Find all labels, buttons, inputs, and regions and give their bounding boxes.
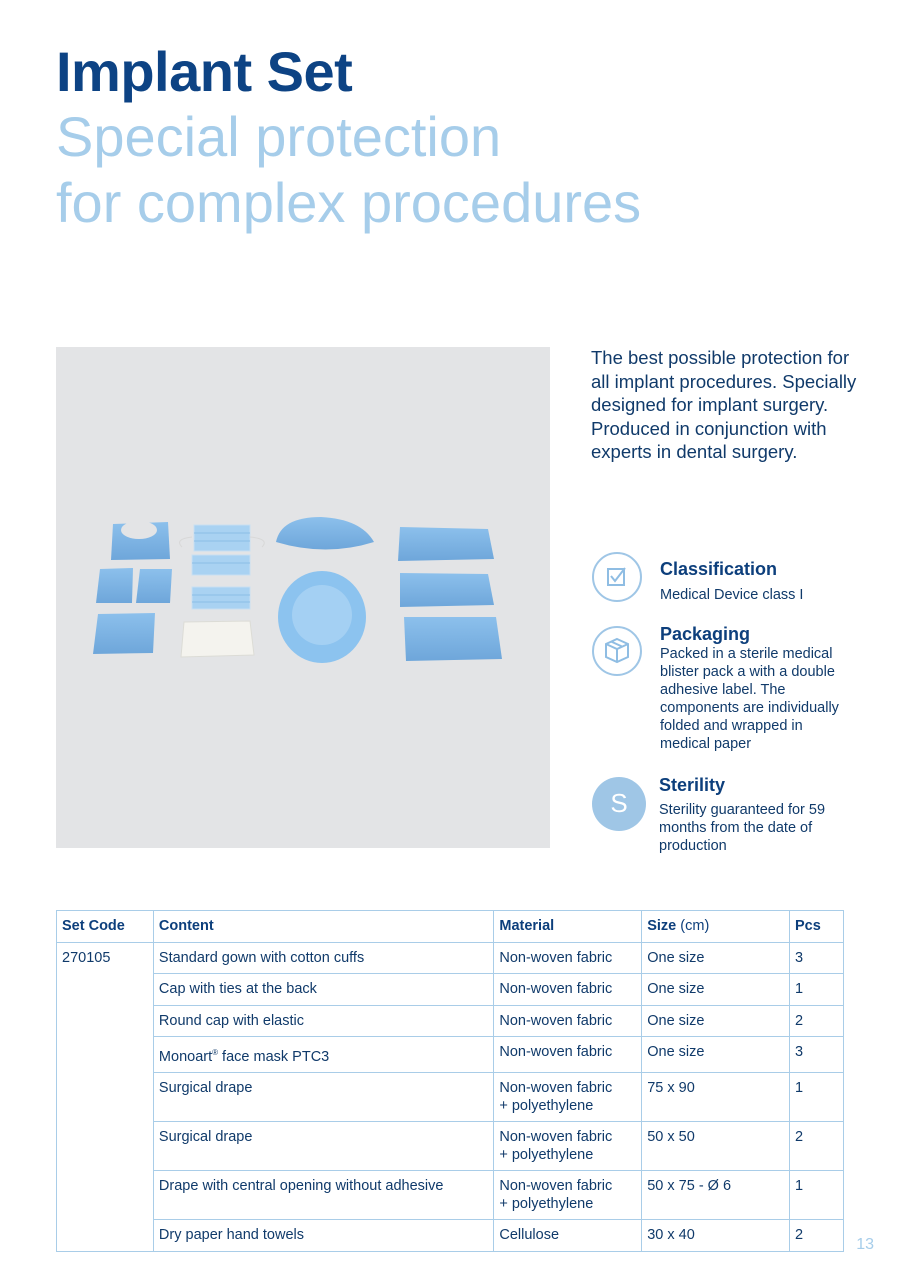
material-cell: Non-woven fabric	[494, 1037, 642, 1073]
table-row	[57, 1220, 844, 1252]
content-cell: Standard gown with cotton cuffs	[153, 942, 493, 974]
packaging-text: Packed in a sterile medical blister pack a with a double adhesive label. The components are individually folded and wrapped in medical paper	[660, 646, 839, 752]
product-photo	[56, 347, 550, 848]
subtitle-line-1: Special protection	[56, 105, 502, 168]
feature-sterility	[592, 777, 862, 857]
size-cell: 50 x 50	[642, 1122, 790, 1171]
sterility-badge-letter: S	[610, 788, 628, 818]
material-cell: Non-woven fabric	[494, 974, 642, 1006]
content-cell: Surgical drape	[153, 1073, 493, 1122]
material-cell: Non-woven fabric + polyethylene	[494, 1171, 642, 1220]
paper-towels	[181, 621, 254, 657]
spec-table	[56, 910, 844, 1252]
implant-set-illustration	[56, 347, 550, 848]
content-cell: Round cap with elastic	[153, 1005, 493, 1037]
page-number: 13	[856, 1236, 874, 1253]
material-cell: Non-woven fabric	[494, 942, 642, 974]
pcs-cell: 3	[790, 1037, 844, 1073]
small-drape-2	[136, 569, 172, 603]
content-cell: Cap with ties at the back	[153, 974, 493, 1006]
packaging-title: Packaging	[660, 624, 751, 644]
content-cell: Drape with central opening without adhesive	[153, 1171, 493, 1220]
pcs-cell: 1	[790, 1171, 844, 1220]
classification-title: Classification	[660, 559, 778, 579]
feature-packaging	[592, 626, 862, 756]
size-cell: One size	[642, 1037, 790, 1073]
header-pcs: Pcs	[790, 911, 844, 943]
table-row	[57, 1073, 844, 1122]
header-size: Size (cm)	[642, 911, 790, 943]
cap-with-ties	[276, 517, 374, 550]
classification-badge	[592, 552, 642, 602]
packaging-badge	[592, 626, 642, 676]
page-subtitle	[56, 104, 641, 236]
table-row	[57, 1005, 844, 1037]
small-drape-1	[96, 568, 133, 603]
table-row	[57, 1122, 844, 1171]
classification-text: Medical Device class I	[660, 587, 804, 603]
size-cell: 75 x 90	[642, 1073, 790, 1122]
pcs-cell: 3	[790, 942, 844, 974]
sterility-title: Sterility	[659, 775, 726, 795]
content-cell: Dry paper hand towels	[153, 1220, 493, 1252]
material-cell: Non-woven fabric + polyethylene	[494, 1073, 642, 1122]
header-content: Content	[153, 911, 493, 943]
gown-2	[400, 573, 494, 607]
header-set-code: Set Code	[57, 911, 154, 943]
table-row	[57, 974, 844, 1006]
gown-3	[404, 617, 502, 661]
page-title: Implant Set	[56, 40, 353, 103]
sterility-text: Sterility guaranteed for 59 months from the date of production	[659, 802, 826, 854]
pcs-cell: 2	[790, 1122, 844, 1171]
size-cell: One size	[642, 942, 790, 974]
set-code-cell: 270105	[57, 942, 154, 1251]
table-header-row	[57, 911, 844, 943]
subtitle-line-2: for complex procedures	[56, 171, 642, 234]
pcs-cell: 1	[790, 1073, 844, 1122]
surgical-drape	[93, 613, 155, 654]
table-row	[57, 1037, 844, 1073]
intro-text: The best possible protection for all implant procedures. Specially designed for implant surgery. Produced in conjunction with experts in dental surgery.	[591, 347, 857, 462]
feature-classification	[592, 552, 862, 612]
material-cell: Non-woven fabric + polyethylene	[494, 1122, 642, 1171]
size-cell: One size	[642, 974, 790, 1006]
sterility-badge	[592, 777, 646, 831]
header-material: Material	[494, 911, 642, 943]
size-cell: 50 x 75 - Ø 6	[642, 1171, 790, 1220]
pcs-cell: 1	[790, 974, 844, 1006]
material-cell: Non-woven fabric	[494, 1005, 642, 1037]
pcs-cell: 2	[790, 1005, 844, 1037]
size-cell: 30 x 40	[642, 1220, 790, 1252]
size-cell: One size	[642, 1005, 790, 1037]
box-icon	[594, 628, 640, 674]
content-cell: Monoart® face mask PTC3	[153, 1037, 493, 1073]
checkbox-icon	[594, 554, 640, 600]
table-row	[57, 1171, 844, 1220]
gown-1	[398, 527, 494, 561]
table-row	[57, 942, 844, 974]
face-masks	[180, 525, 265, 609]
material-cell: Cellulose	[494, 1220, 642, 1252]
content-cell: Surgical drape	[153, 1122, 493, 1171]
pcs-cell: 2	[790, 1220, 844, 1252]
